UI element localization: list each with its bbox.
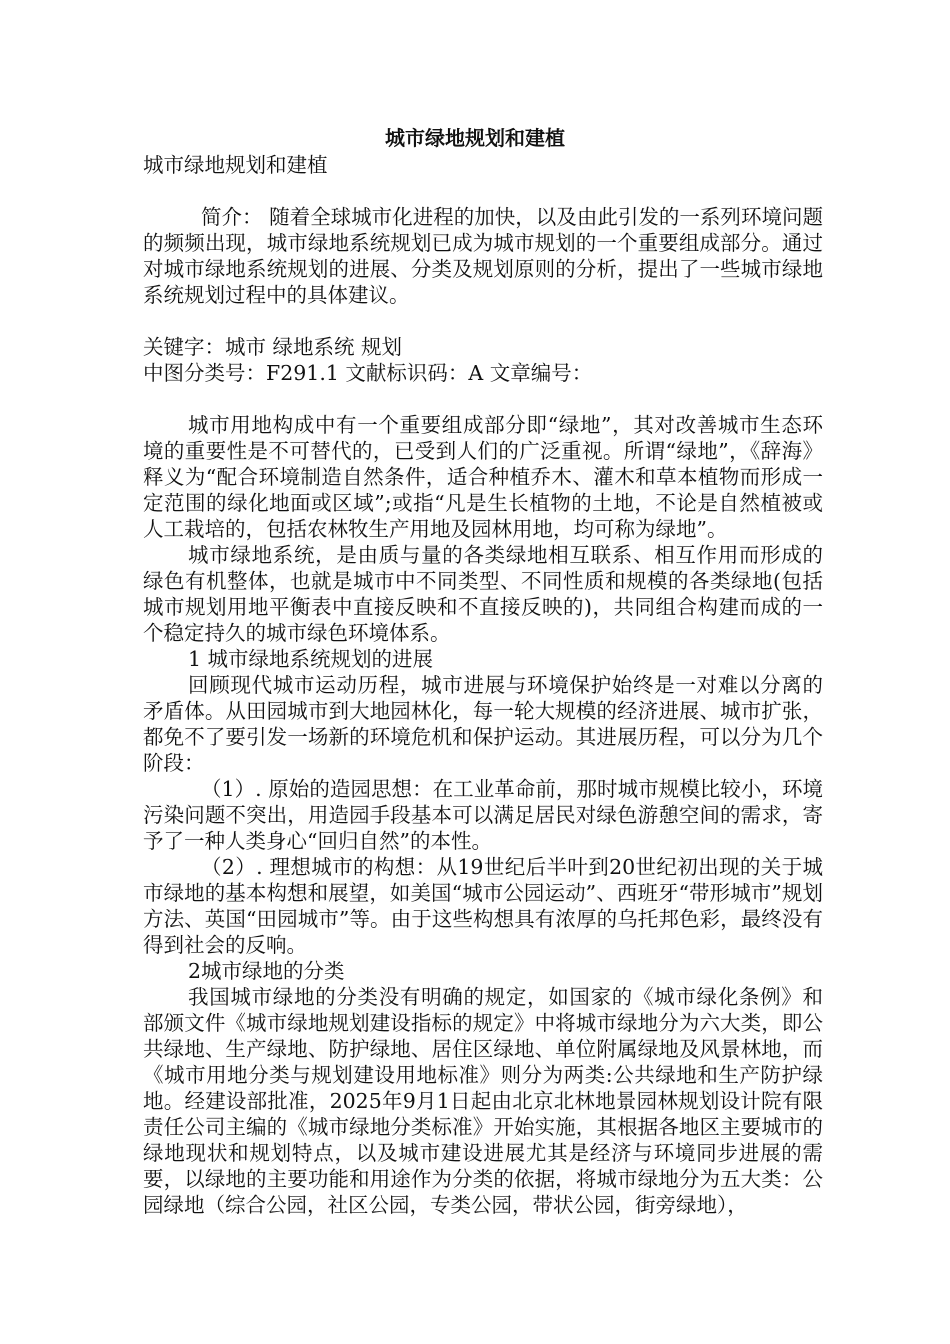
- document-title: 城市绿地规划和建植: [385, 126, 565, 150]
- classification-line: 中图分类号：F291.1 文献标识码：A 文章编号：: [143, 361, 593, 385]
- body-paragraph: 城市绿地系统，是由质与量的各类绿地相互联系、相互作用而形成的绿色有机整体，也就是城市中不同类型、不同性质和规模的各类绿地(包括城市规划用地平衡表中直接反映和不直接反映的)，共同组合构建而成的一个稳定持久的城市绿色环境体系。: [143, 543, 823, 645]
- list-item: （2）. 理想城市的构想：从19世纪后半叶到20世纪初出现的关于城市绿地的基本构想和展望，如美国“城市公园运动”、西班牙“带形城市”规划方法、英国“田园城市”等。由于这些构想具有浓厚的乌托邦色彩，最终没有得到社会的反响。: [143, 855, 823, 957]
- body-paragraph: 我国城市绿地的分类没有明确的规定，如国家的《城市绿化条例》和部颁文件《城市绿地规划建设指标的规定》中将城市绿地分为六大类，即公共绿地、生产绿地、防护绿地、居住区绿地、单位附属绿地及风景林地，而《城市用地分类与规划建设用地标准》则分为两类:公共绿地和生产防护绿地。经建设部批准，2025年9月1日起由北京北林地景园林规划设计院有限责任公司主编的《城市绿地分类标准》开始实施，其根据各地区主要城市的绿地现状和规划特点，以及城市建设进展尤其是经济与环境同步进展的需要，以绿地的主要功能和用途作为分类的依据，将城市绿地分为五大类：公园绿地（综合公园，社区公园，专类公园，带状公园，街旁绿地），: [143, 985, 823, 1217]
- body-paragraph: 城市用地构成中有一个重要组成部分即“绿地”，其对改善城市生态环境的重要性是不可替代的，已受到人们的广泛重视。所谓“绿地”，《辞海》释义为“配合环境制造自然条件，适合种植乔木、灌木和草本植物而形成一定范围的绿化地面或区域”;或指“凡是生长植物的土地，不论是自然植被或人工栽培的，包括农林牧生产用地及园林用地，均可称为绿地”。: [143, 413, 823, 541]
- body-paragraph: 回顾现代城市运动历程，城市进展与环境保护始终是一对难以分离的矛盾体。从田园城市到大地园林化，每一轮大规模的经济进展、城市扩张，都免不了要引发一场新的环境危机和保护运动。其进展历程，可以分为几个阶段：: [143, 673, 823, 775]
- keywords-line: 关键字：城市 绿地系统 规划: [143, 335, 403, 359]
- document-subtitle: 城市绿地规划和建植: [143, 153, 328, 177]
- abstract-paragraph: 简介： 随着全球城市化进程的加快，以及由此引发的一系列环境问题的频频出现，城市绿地系统规划已成为城市规划的一个重要组成部分。通过对城市绿地系统规划的进展、分类及规划原则的分析，提出了一些城市绿地系统规划过程中的具体建议。: [143, 205, 823, 307]
- section-heading: 1 城市绿地系统规划的进展: [188, 647, 434, 671]
- spacer: [143, 178, 823, 204]
- document-body: [143, 152, 823, 1218]
- section-heading: 2城市绿地的分类: [188, 959, 345, 983]
- list-item: （1）. 原始的造园思想：在工业革命前，那时城市规模比较小，环境污染问题不突出，用造园手段基本可以满足居民对绿色游憩空间的需求，寄予了一种人类身心“回归自然”的本性。: [143, 777, 823, 853]
- spacer: [143, 308, 823, 334]
- spacer: [143, 386, 823, 412]
